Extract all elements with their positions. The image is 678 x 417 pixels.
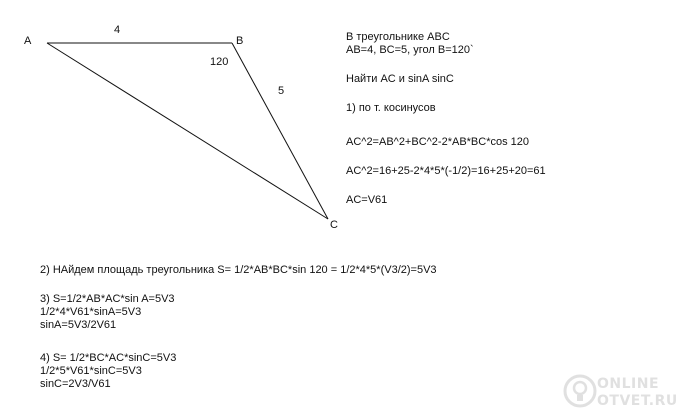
solution-line: 2) НАйдем площадь треугольника S= 1/2*AB*BC*sin 120 = 1/2*4*5*(V3/2)=5V3: [40, 264, 437, 276]
watermark-line-2: OTVET.RU: [597, 393, 678, 409]
task-line: Найти AC и sinA sinC: [346, 73, 454, 85]
solution-line: sinC=2V3/V61: [40, 378, 111, 390]
formula-line: AC^2=AB^2+BC^2-2*AB*BC*cos 120: [346, 136, 530, 148]
solution-line: 3) S=1/2*AB*AC*sin A=5V3: [40, 293, 175, 305]
solution-line: 4) S= 1/2*BC*AC*sinC=5V3: [40, 352, 177, 364]
vertex-a-label: A: [24, 35, 32, 47]
side-ab-label: 4: [114, 24, 121, 36]
vertex-b-label: B: [236, 35, 244, 47]
side-bc-label: 5: [278, 85, 285, 97]
solution-line: 1/2*5*V61*sinC=5V3: [40, 365, 142, 377]
side-bc-line: [232, 43, 328, 219]
conditions-line: AB=4, BC=5, угол B=120`: [346, 44, 474, 56]
solution-line: sinA=5V3/2V61: [40, 319, 117, 331]
lightbulb-icon: [563, 374, 597, 412]
formula-line: AC^2=16+25-2*4*5*(-1/2)=16+25+20=61: [346, 165, 546, 177]
watermark-line-1: ONLINE: [597, 376, 660, 392]
vertex-c-label: C: [330, 219, 338, 231]
conditions-line: В треугольнике ABC: [346, 31, 450, 43]
side-ac-line: [47, 43, 328, 219]
site-watermark: [563, 374, 678, 412]
solution-line: 1/2*4*V61*sinA=5V3: [40, 306, 142, 318]
result-line: AC=V61: [346, 194, 388, 206]
angle-b-label: 120: [210, 56, 229, 68]
step-heading: 1) по т. косинусов: [346, 102, 436, 114]
